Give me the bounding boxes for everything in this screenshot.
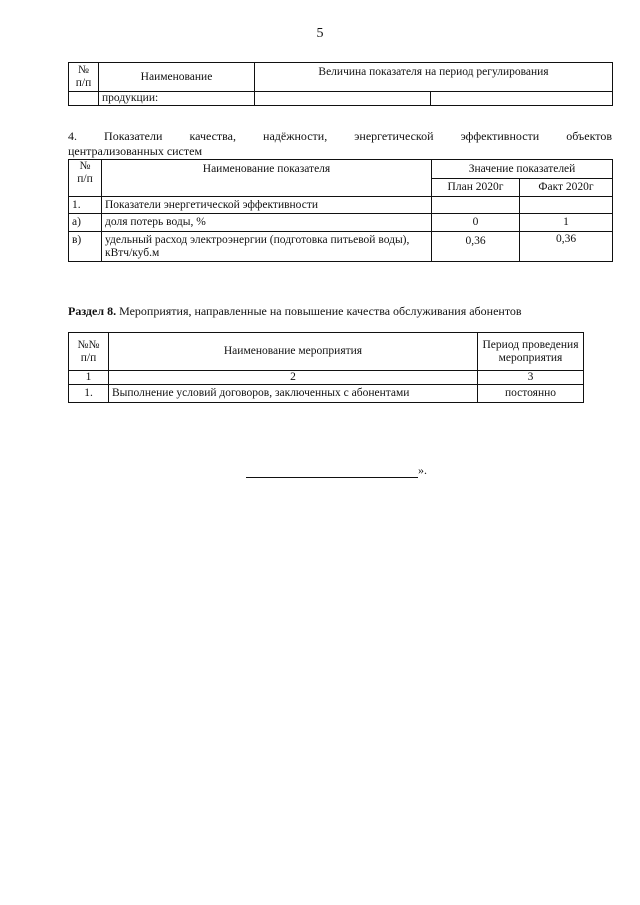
row-plan-value: 0,36 — [432, 232, 520, 262]
row-indicator-name: Показатели энергетической эффективности — [102, 197, 432, 214]
column-header-indicator-values: Значение показателей — [432, 160, 613, 179]
table-row — [69, 214, 613, 232]
table-row — [69, 232, 613, 262]
table-cell-products: продукции: — [99, 92, 255, 106]
table-cell — [69, 92, 99, 106]
quality-indicators-table — [68, 159, 613, 262]
row-period: постоянно — [478, 385, 584, 403]
table-cell — [255, 92, 431, 106]
column-index: 3 — [478, 371, 584, 385]
service-measures-table — [68, 332, 584, 403]
section-8-title: Мероприятия, направленные на повышение качества обслуживания абонентов — [119, 304, 522, 318]
row-indicator-name: удельный расход электроэнергии (подготовка питьевой воды), кВтч/куб.м — [102, 232, 432, 262]
closing-quote: ». — [418, 463, 427, 477]
row-measure-name: Выполнение условий договоров, заключенных с абонентами — [109, 385, 478, 403]
regulation-values-table — [68, 62, 613, 106]
column-header-fact: Факт 2020г — [520, 179, 613, 197]
row-fact-value: 0,36 — [520, 232, 613, 262]
column-header-plan: План 2020г — [432, 179, 520, 197]
row-plan-value — [432, 197, 520, 214]
row-number: 1. — [69, 197, 102, 214]
column-header-name: Наименование — [99, 63, 255, 92]
column-header-indicator-name: Наименование показателя — [102, 160, 432, 197]
column-index: 2 — [109, 371, 478, 385]
column-header-period: Период проведения мероприятия — [478, 333, 584, 371]
column-header-value: Величина показателя на период регулирования — [255, 63, 613, 92]
section-4-heading: 4. Показатели качества, надёжности, энергетической эффективности объектов — [68, 129, 612, 143]
section-8-label: Раздел 8. — [68, 304, 117, 318]
row-number: 1. — [69, 385, 109, 403]
column-header-measure-name: Наименование мероприятия — [109, 333, 478, 371]
section-4-heading-continued: централизованных систем — [68, 144, 203, 158]
row-fact-value — [520, 197, 613, 214]
table-row — [69, 197, 613, 214]
row-number: а) — [69, 214, 102, 232]
row-plan-value: 0 — [432, 214, 520, 232]
column-header-number: №№ п/п — [69, 333, 109, 371]
column-header-number: № п/п — [69, 63, 99, 92]
column-header-number: № п/п — [69, 160, 102, 197]
column-index: 1 — [69, 371, 109, 385]
row-fact-value: 1 — [520, 214, 613, 232]
closing-line — [246, 463, 427, 478]
section-8-heading — [68, 304, 522, 319]
page-number: 5 — [316, 26, 324, 41]
row-number: в) — [69, 232, 102, 262]
column-index-row — [69, 371, 584, 385]
row-indicator-name: доля потерь воды, % — [102, 214, 432, 232]
blank-underline — [246, 465, 418, 478]
table-row — [69, 385, 584, 403]
table-cell — [431, 92, 613, 106]
